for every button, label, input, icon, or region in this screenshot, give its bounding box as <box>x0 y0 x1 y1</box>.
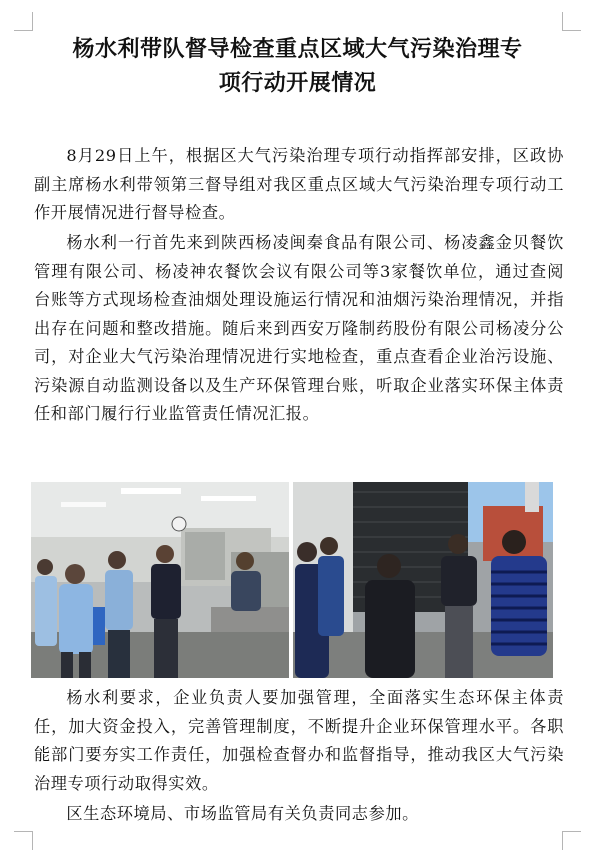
title-line-2: 项行动开展情况 <box>218 70 377 96</box>
paragraph-2: 杨水利一行首先来到陕西杨凌闽秦食品有限公司、杨凌鑫金贝餐饮管理有限公司、杨凌神农餐饮会议有限公司等3家餐饮单位，通过查阅台账等方式现场检查油烟处理设施运行情况和油烟污染治理情况，并指出存在问题和整改措施。随后来到西安万隆制药股份有限公司杨凌分公司，对企业大气污染治理情况进行实地检查，重点查看企业治污设施、污染源自动监测设备以及生产环保管理台账，听取企业落实环保主体责任和部门履行行业监管责任情况汇报。 <box>34 233 564 423</box>
paragraph-4: 区生态环境局、市场监管局有关负责同志参加。 <box>66 804 419 823</box>
document-title <box>28 32 567 100</box>
page-corner-mark <box>562 831 581 850</box>
kitchen-inspection-photo <box>31 482 289 678</box>
paragraph-3: 杨水利要求，企业负责人要加强管理，全面落实生态环保主体责任，加大资金投入，完善管理制度，不断提升企业环保管理水平。各职能部门要夯实工作责任，加强检查督办和监督指导，推动我区大气污染治理专项行动取得实效。 <box>34 688 564 793</box>
page-corner-mark <box>14 12 33 31</box>
title-line-1: 杨水利带队督导检查重点区域大气污染治理专 <box>72 36 523 62</box>
page-corner-mark <box>562 12 581 31</box>
page-corner-mark <box>14 831 33 850</box>
paragraph-1: 8月29日上午，根据区大气污染治理专项行动指挥部安排，区政协副主席杨水利带领第三督导组对我区重点区域大气污染治理专项行动工作开展情况进行督导检查。 <box>34 146 564 222</box>
factory-equipment-inspection-photo <box>293 482 553 678</box>
